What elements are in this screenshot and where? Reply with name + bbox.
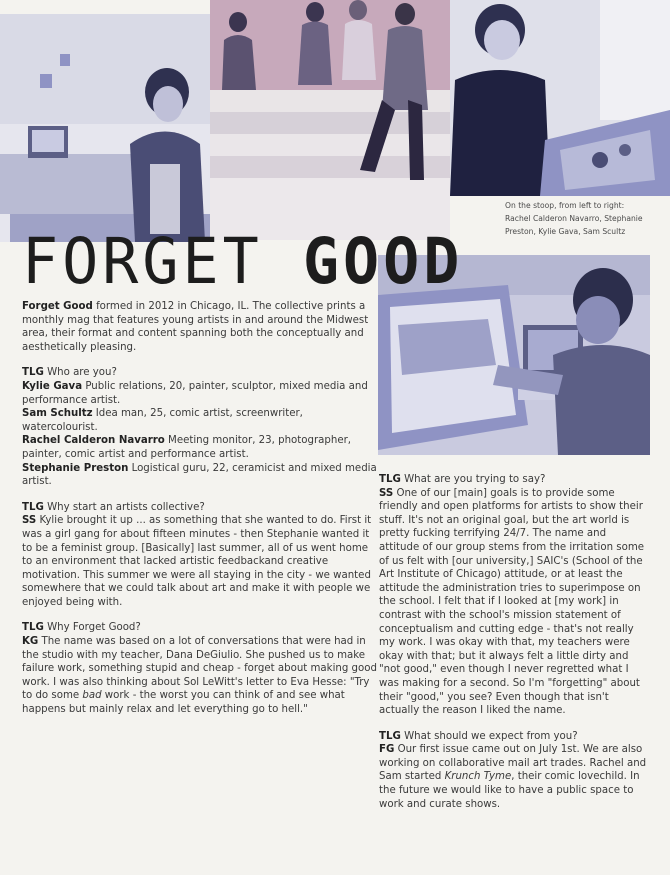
q3-speaker: KG (22, 636, 39, 648)
q5-question: What should we expect from you? (404, 730, 578, 742)
member-name: Rachel Calderon Navarro (22, 435, 165, 447)
caption-line-2: Rachel Calderon Navarro, Stephanie Preston, Kylie Gava, Sam Scultz (505, 214, 643, 236)
q3-question: Why Forget Good? (47, 622, 141, 634)
q3-answer-1: The name was based on a lot of conversations that were had in the studio with my teacher, Dana DeGiulio. She pushed us to make failure work, something stupid and cheap - forget about making good work. I was also thinking about Sol LeWitt's letter to Eva Hesse: "Try to do some (22, 636, 377, 702)
q5-answer-1: Our first issue came out on July 1st. We are also working on collaborative mail art trades. Rachel and Sam started (379, 744, 647, 783)
member-name: Stephanie Preston (22, 462, 129, 474)
q3-answer-2: work - the worst you can think of and see what happens but mainly relax and let everything go to hell." (22, 690, 345, 716)
q2-answer: Kylie brought it up ... as something that she wanted to do. First it was a girl gang for about fifteen minutes - then Stephanie wanted it to be a feminist group. [Basically] last summer, all of us went home to an environment that lacked artistic feedbackand creative motivation. This summer we were all staying in the city - we wanted somewhere that we could talk about art and make it with people we enjoyed being with. (22, 515, 372, 608)
q2-block (22, 501, 378, 610)
q3-answer-em: bad (82, 690, 102, 702)
q3-block (22, 621, 378, 716)
q5-block (379, 730, 649, 812)
q4-block (379, 473, 649, 718)
member-name: Kylie Gava (22, 380, 83, 392)
left-column (22, 300, 378, 729)
caption-line-1: On the stoop, from left to right: (505, 201, 625, 210)
photo-caption (505, 199, 665, 238)
q1-question: Who are you? (47, 367, 117, 379)
q5-label: TLG (379, 730, 401, 742)
q4-answer: One of our [main] goals is to provide some friendly and open platforms for artists to show their stuff. It's not an original goal, but the art world is pretty fucking terrifying 24/7. The name and attitude of our group stems from the irritation some of us felt with [our university,] SAIC's (School of the Art Institute of Chicago) attitude, or at least the attitude the administration tries to superimpose on the school. I felt that if I looked at [my work] in contrast with the school's mission statement of conceptualism and cutting edge - that's not really my work. I was okay with that, my teachers were okay with that; but it always felt a little dirty and "not good," even though I never regretted what I was making for a second. So I'm "forgetting" about their "good," you see? Even though that isn't actually the reason I liked the name. (379, 487, 645, 717)
member-desc: Idea man, 25, comic artist, screenwriter, watercolourist. (22, 408, 303, 433)
title-forget: FORGET (22, 225, 263, 299)
q4-label: TLG (379, 474, 401, 485)
member-desc: Meeting monitor, 23, photographer, painter, comic artist and performance artist. (22, 435, 352, 460)
q2-question: Why start an artists collective? (47, 501, 205, 513)
title-good: GOOD (302, 225, 464, 299)
q1-label: TLG (22, 367, 44, 379)
photo-group-on-stoop (210, 0, 450, 240)
q1-block (22, 366, 378, 488)
article-title (22, 222, 463, 302)
q5-answer-em: Krunch Tyme (444, 771, 512, 783)
member-desc: Public relations, 20, painter, sculptor, mixed media and performance artist. (22, 380, 368, 406)
q2-speaker: SS (22, 515, 37, 527)
q4-question: What are you trying to say? (404, 474, 546, 485)
q2-label: TLG (22, 501, 44, 513)
intro-paragraph (22, 300, 378, 354)
q3-label: TLG (22, 622, 44, 634)
photo-woman-at-desk (0, 14, 210, 242)
member-desc: Logistical guru, 22, ceramicist and mixed media artist. (22, 462, 377, 488)
intro-text: formed in 2012 in Chicago, IL. The collective prints a monthly mag that features young artists in and around the Midwest area, their format and content spanning both the conceptually and aesthetically pleasing. (22, 301, 369, 353)
q4-speaker: SS (379, 487, 394, 499)
photo-woman-painting (450, 0, 670, 196)
member-name: Sam Schultz (22, 408, 93, 420)
q5-speaker: FG (379, 744, 395, 756)
intro-lead: Forget Good (22, 301, 93, 312)
right-column (379, 473, 649, 823)
q5-answer-2: , their comic lovechild. In the future we would like to have a public space to work and curate shows. (379, 771, 640, 810)
